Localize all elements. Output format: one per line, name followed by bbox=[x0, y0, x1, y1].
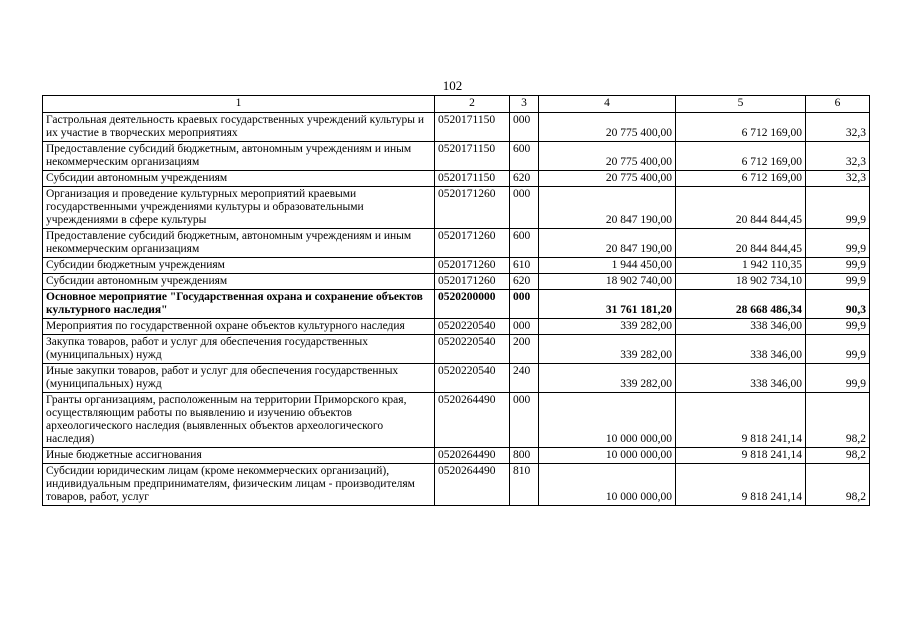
header-cell-2: 2 bbox=[435, 96, 510, 113]
row-actual-amount: 6 712 169,00 bbox=[676, 113, 806, 142]
row-name: Иные бюджетные ассигнования bbox=[43, 448, 435, 464]
row-target-code: 0520171260 bbox=[435, 274, 510, 290]
row-actual-amount: 6 712 169,00 bbox=[676, 142, 806, 171]
row-name: Закупка товаров, работ и услуг для обеспечения государственных (муниципальных) нужд bbox=[43, 335, 435, 364]
row-expense-type: 620 bbox=[510, 274, 539, 290]
row-percent: 32,3 bbox=[806, 113, 870, 142]
row-planned-amount: 20 775 400,00 bbox=[539, 142, 676, 171]
row-name: Предоставление субсидий бюджетным, автономным учреждениям и иным некоммерческим организациям bbox=[43, 229, 435, 258]
row-target-code: 0520220540 bbox=[435, 364, 510, 393]
row-expense-type: 810 bbox=[510, 464, 539, 506]
row-expense-type: 000 bbox=[510, 290, 539, 319]
row-name: Основное мероприятие "Государственная охрана и сохранение объектов культурного наследия" bbox=[43, 290, 435, 319]
row-target-code: 0520171150 bbox=[435, 171, 510, 187]
row-actual-amount: 9 818 241,14 bbox=[676, 448, 806, 464]
row-planned-amount: 339 282,00 bbox=[539, 364, 676, 393]
table-row bbox=[43, 187, 870, 229]
row-name: Мероприятия по государственной охране объектов культурного наследия bbox=[43, 319, 435, 335]
header-cell-1: 1 bbox=[43, 96, 435, 113]
row-target-code: 0520171260 bbox=[435, 258, 510, 274]
row-percent: 99,9 bbox=[806, 229, 870, 258]
row-percent: 99,9 bbox=[806, 274, 870, 290]
table-row bbox=[43, 142, 870, 171]
header-cell-5: 5 bbox=[676, 96, 806, 113]
row-actual-amount: 20 844 844,45 bbox=[676, 187, 806, 229]
page-number: 102 bbox=[442, 78, 463, 93]
row-planned-amount: 339 282,00 bbox=[539, 335, 676, 364]
row-actual-amount: 1 942 110,35 bbox=[676, 258, 806, 274]
table-row bbox=[43, 290, 870, 319]
row-name: Иные закупки товаров, работ и услуг для обеспечения государственных (муниципальных) нужд bbox=[43, 364, 435, 393]
row-percent: 98,2 bbox=[806, 393, 870, 448]
table-row bbox=[43, 464, 870, 506]
table-row bbox=[43, 364, 870, 393]
table-row bbox=[43, 171, 870, 187]
row-actual-amount: 18 902 734,10 bbox=[676, 274, 806, 290]
row-target-code: 0520171150 bbox=[435, 113, 510, 142]
row-planned-amount: 10 000 000,00 bbox=[539, 448, 676, 464]
row-expense-type: 620 bbox=[510, 171, 539, 187]
header-cell-3: 3 bbox=[510, 96, 539, 113]
row-expense-type: 600 bbox=[510, 142, 539, 171]
row-planned-amount: 18 902 740,00 bbox=[539, 274, 676, 290]
row-target-code: 0520264490 bbox=[435, 393, 510, 448]
row-planned-amount: 339 282,00 bbox=[539, 319, 676, 335]
budget-table bbox=[42, 95, 870, 506]
row-percent: 99,9 bbox=[806, 319, 870, 335]
row-percent: 32,3 bbox=[806, 171, 870, 187]
row-actual-amount: 20 844 844,45 bbox=[676, 229, 806, 258]
row-target-code: 0520171260 bbox=[435, 229, 510, 258]
row-planned-amount: 31 761 181,20 bbox=[539, 290, 676, 319]
row-expense-type: 000 bbox=[510, 393, 539, 448]
row-name: Гастрольная деятельность краевых государственных учреждений культуры и их участие в творческих мероприятиях bbox=[43, 113, 435, 142]
row-target-code: 0520220540 bbox=[435, 319, 510, 335]
row-name: Организация и проведение культурных мероприятий краевыми государственными учреждениями культуры и образовательными учреждениями в сфере культуры bbox=[43, 187, 435, 229]
row-expense-type: 800 bbox=[510, 448, 539, 464]
row-actual-amount: 338 346,00 bbox=[676, 319, 806, 335]
row-percent: 99,9 bbox=[806, 187, 870, 229]
row-expense-type: 610 bbox=[510, 258, 539, 274]
row-percent: 99,9 bbox=[806, 258, 870, 274]
table-row bbox=[43, 274, 870, 290]
row-actual-amount: 28 668 486,34 bbox=[676, 290, 806, 319]
table-row bbox=[43, 113, 870, 142]
row-expense-type: 600 bbox=[510, 229, 539, 258]
row-percent: 98,2 bbox=[806, 464, 870, 506]
row-expense-type: 240 bbox=[510, 364, 539, 393]
row-name: Субсидии автономным учреждениям bbox=[43, 171, 435, 187]
header-row bbox=[43, 96, 870, 113]
row-expense-type: 000 bbox=[510, 113, 539, 142]
row-actual-amount: 9 818 241,14 bbox=[676, 393, 806, 448]
row-planned-amount: 10 000 000,00 bbox=[539, 393, 676, 448]
table-row bbox=[43, 319, 870, 335]
row-planned-amount: 1 944 450,00 bbox=[539, 258, 676, 274]
row-target-code: 0520264490 bbox=[435, 464, 510, 506]
header-cell-6: 6 bbox=[806, 96, 870, 113]
row-expense-type: 000 bbox=[510, 187, 539, 229]
row-expense-type: 000 bbox=[510, 319, 539, 335]
row-percent: 99,9 bbox=[806, 364, 870, 393]
row-target-code: 0520171150 bbox=[435, 142, 510, 171]
row-percent: 32,3 bbox=[806, 142, 870, 171]
row-target-code: 0520200000 bbox=[435, 290, 510, 319]
row-name: Субсидии юридическим лицам (кроме некоммерческих организаций), индивидуальным предпринимателям, физическим лицам - производителям товаров, работ, услуг bbox=[43, 464, 435, 506]
row-percent: 98,2 bbox=[806, 448, 870, 464]
row-planned-amount: 20 775 400,00 bbox=[539, 113, 676, 142]
row-planned-amount: 20 847 190,00 bbox=[539, 187, 676, 229]
table-row bbox=[43, 258, 870, 274]
row-planned-amount: 20 775 400,00 bbox=[539, 171, 676, 187]
row-expense-type: 200 bbox=[510, 335, 539, 364]
row-target-code: 0520220540 bbox=[435, 335, 510, 364]
row-percent: 99,9 bbox=[806, 335, 870, 364]
row-planned-amount: 10 000 000,00 bbox=[539, 464, 676, 506]
row-actual-amount: 338 346,00 bbox=[676, 364, 806, 393]
table-row bbox=[43, 448, 870, 464]
row-actual-amount: 6 712 169,00 bbox=[676, 171, 806, 187]
row-percent: 90,3 bbox=[806, 290, 870, 319]
row-planned-amount: 20 847 190,00 bbox=[539, 229, 676, 258]
table-row bbox=[43, 335, 870, 364]
row-actual-amount: 338 346,00 bbox=[676, 335, 806, 364]
row-name: Предоставление субсидий бюджетным, автономным учреждениям и иным некоммерческим организациям bbox=[43, 142, 435, 171]
row-name: Гранты организациям, расположенным на территории Приморского края, осуществляющим работы по выявлению и изучению объектов археологического наследия (выявленных объектов археологического наследия) bbox=[43, 393, 435, 448]
table-row bbox=[43, 393, 870, 448]
row-name: Субсидии бюджетным учреждениям bbox=[43, 258, 435, 274]
row-target-code: 0520264490 bbox=[435, 448, 510, 464]
header-cell-4: 4 bbox=[539, 96, 676, 113]
row-actual-amount: 9 818 241,14 bbox=[676, 464, 806, 506]
table-row bbox=[43, 229, 870, 258]
row-target-code: 0520171260 bbox=[435, 187, 510, 229]
row-name: Субсидии автономным учреждениям bbox=[43, 274, 435, 290]
